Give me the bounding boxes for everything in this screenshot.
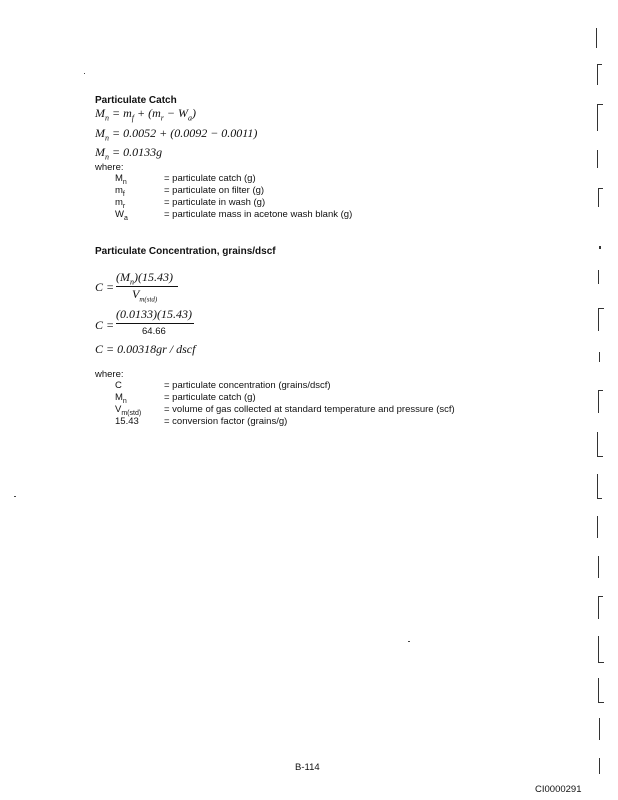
- page-number: B-114: [295, 762, 320, 773]
- section1-heading: Particulate Catch: [95, 95, 177, 106]
- catch-equation-2: $M_n = 0.0052 + (0.0092 - 0.0011)$: [95, 126, 258, 143]
- section2-where-label: where:: [95, 369, 124, 380]
- catch-definition-symbol: $M_n$: [115, 173, 127, 186]
- catch-equation-3: $M_n = 0.0133g$: [95, 145, 163, 162]
- conc-equation-3: C = 0.00318gr / dscf: [95, 342, 196, 356]
- conc-equation-2-fraction: [116, 307, 196, 339]
- catch-equation-1: $M_n = m_f + (m_r - W_a)$: [95, 106, 196, 123]
- conc-equation-2-lhs: C =: [95, 318, 115, 332]
- conc-equation-1-fraction: [116, 270, 178, 304]
- catch-definition-symbol: $m_r$: [115, 197, 126, 210]
- concentration-definition-symbol: $M_n$: [115, 392, 127, 405]
- concentration-definition-description: = particulate concentration (grains/dscf): [164, 380, 331, 391]
- catch-definition-description: = particulate mass in acetone wash blank (g): [164, 209, 353, 220]
- section1-where-label: where:: [95, 162, 124, 173]
- conc-equation-2-denominator: 64.66: [142, 326, 166, 337]
- concentration-definition-symbol: $V_{m(std)}$: [115, 404, 142, 417]
- concentration-definition-description: = conversion factor (grains/g): [164, 416, 288, 427]
- catch-definition-description: = particulate on filter (g): [164, 185, 265, 196]
- section2-heading: Particulate Concentration, grains/dscf: [95, 246, 276, 257]
- conc-equation-2-numerator: (0.0133)(15.43): [116, 307, 192, 321]
- conc-equation-1-denominator: $V_{m(std)}$: [132, 287, 158, 304]
- catch-definition-symbol: $m_f$: [115, 185, 125, 198]
- concentration-definition-description: = volume of gas collected at standard temperature and pressure (scf): [164, 404, 455, 415]
- catch-definition-symbol: $W_a$: [115, 209, 128, 222]
- concentration-definition-description: = particulate catch (g): [164, 392, 256, 403]
- conc-equation-2-fraction-bar: [116, 323, 194, 324]
- conc-equation-1-numerator: $(M_n)(15.43)$: [116, 270, 173, 287]
- conc-equation-1-lhs: C =: [95, 280, 115, 294]
- document-id: CI0000291: [535, 784, 582, 795]
- concentration-definition-symbol: 15.43: [115, 416, 139, 427]
- concentration-definition-symbol: C: [115, 380, 122, 391]
- catch-definition-description: = particulate catch (g): [164, 173, 256, 184]
- catch-definition-description: = particulate in wash (g): [164, 197, 266, 208]
